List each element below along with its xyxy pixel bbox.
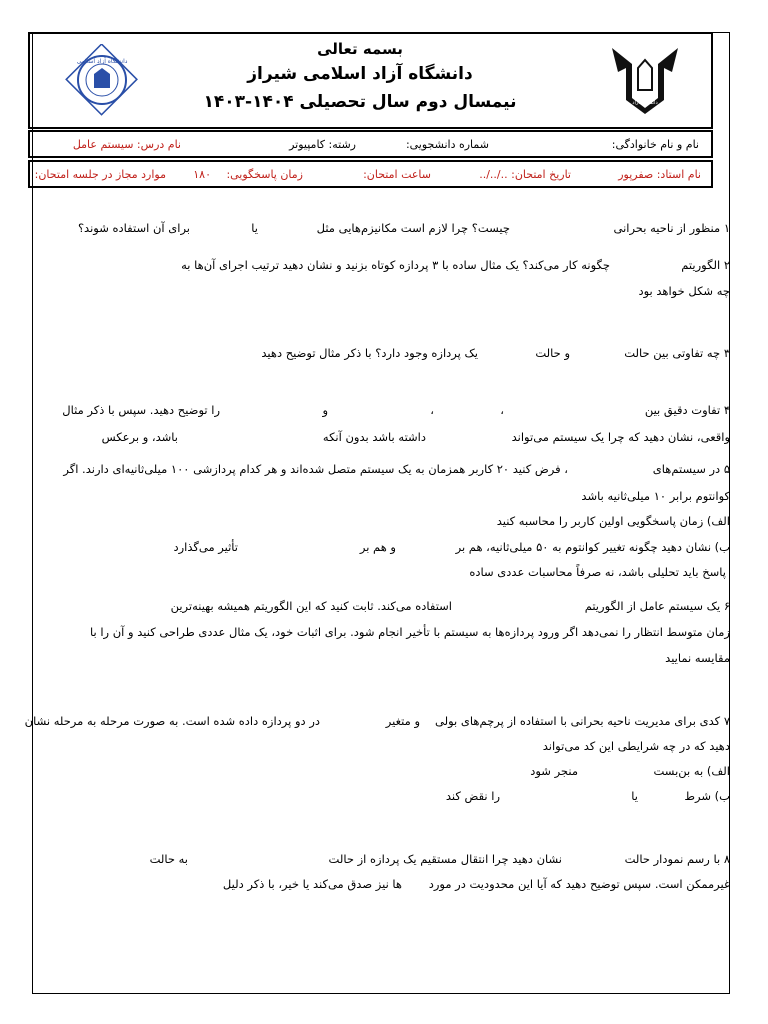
q7-line4-part2: یا bbox=[631, 789, 638, 803]
q7-line2: دهید که در چه شرایطی این کد می‌تواند bbox=[542, 739, 730, 753]
q4-part2: ، bbox=[500, 403, 504, 417]
info-row-2 bbox=[28, 160, 713, 188]
q7-line4-part3: را نقض کند bbox=[445, 789, 500, 803]
allowed-items-label: موارد مجاز در جلسه امتحان: bbox=[34, 168, 166, 181]
q2-line2: چه شکل خواهد بود bbox=[638, 284, 730, 298]
q4-part3: ، bbox=[430, 403, 434, 417]
exam-time-label: ساعت امتحان: bbox=[363, 168, 431, 181]
q6-part2: استفاده می‌کند. ثابت کنید که این الگوریتم همیشه بهینه‌ترین bbox=[170, 599, 452, 613]
student-number-label: شماره دانشجویی: bbox=[405, 138, 489, 151]
q5-line2: کوانتوم برابر ۱۰ میلی‌ثانیه باشد bbox=[581, 489, 730, 503]
course-name-label: نام درس: سیستم عامل bbox=[72, 138, 181, 151]
q3-part2: و حالت bbox=[535, 346, 570, 360]
q5-part1: ۵ در سیستم‌های bbox=[652, 462, 730, 476]
q7-line3-part2: منجر شود bbox=[530, 764, 578, 778]
q7-part3: در دو پردازه داده شده است. به صورت مرحله به مرحله نشان bbox=[24, 714, 320, 728]
svg-text:دانشگاه آزاد: دانشگاه آزاد bbox=[632, 100, 658, 106]
q4-line2-part3: باشد، و برعکس bbox=[101, 430, 178, 444]
q1-part4: برای آن استفاده شوند؟ bbox=[77, 221, 190, 235]
q2-part1: ۲ الگوریتم bbox=[681, 258, 730, 272]
q5-line3: الف) زمان پاسخگویی اولین کاربر را محاسبه کنید bbox=[496, 514, 730, 528]
university-name: دانشگاه آزاد اسلامی شیراز bbox=[247, 64, 473, 84]
q5-line4-part2: و هم بر bbox=[359, 540, 396, 554]
q4-line2-part1: واقعی، نشان دهید که چرا یک سیستم می‌تواند bbox=[511, 430, 730, 444]
q8-part2: نشان دهید چرا انتقال مستقیم یک پردازه از حالت bbox=[328, 852, 562, 866]
q7-line3-part1: الف) به بن‌بست bbox=[653, 764, 730, 778]
q5-line4-part3: تأثیر می‌گذارد bbox=[173, 540, 238, 554]
q5-line5: پاسخ باید تحلیلی باشد، نه صرفاً محاسبات عددی ساده bbox=[469, 565, 726, 579]
q8-line2-part1: غیرممکن است. سپس توضیح دهید که آیا این محدودیت در مورد bbox=[428, 877, 730, 891]
major-label: رشته: کامپیوتر bbox=[289, 138, 356, 151]
q4-part4: و bbox=[322, 403, 328, 417]
q2-part2: چگونه کار می‌کند؟ یک مثال ساده با ۳ پردازه کوتاه بزنید و نشان دهید ترتیب اجرای آن‌ها به bbox=[181, 258, 610, 272]
semester-title: نیمسال دوم سال تحصیلی ۱۴۰۴-۱۴۰۳ bbox=[203, 92, 517, 112]
q6-line3: مقایسه نمایید bbox=[665, 651, 730, 665]
q1-part1: ۱ منظور از ناحیه بحرانی bbox=[613, 221, 730, 235]
q4-part5: را توضیح دهید. سپس با ذکر مثال bbox=[62, 403, 220, 417]
student-name-label: نام و نام خانوادگی: bbox=[611, 138, 699, 151]
q5-line4-part1: ب) نشان دهید چگونه تغییر کوانتوم به ۵۰ میلی‌ثانیه، هم بر bbox=[455, 540, 730, 554]
q3-part3: یک پردازه وجود دارد؟ با ذکر مثال توضیح دهید bbox=[261, 346, 478, 360]
university-seal-logo bbox=[56, 44, 148, 116]
q1-part2: چیست؟ چرا لازم است مکانیزم‌هایی مثل bbox=[316, 221, 510, 235]
exam-date-label: تاریخ امتحان: ../../.. bbox=[479, 168, 571, 181]
q6-part1: ۶ یک سیستم عامل از الگوریتم bbox=[584, 599, 730, 613]
info-row-1 bbox=[28, 130, 713, 158]
q3-part1: ۳ چه تفاوتی بین حالت bbox=[624, 346, 730, 360]
q1-part3: یا bbox=[251, 221, 258, 235]
q7-part1: ۷ کدی برای مدیریت ناحیه بحرانی با استفاده از پرچم‌های بولی bbox=[435, 714, 730, 728]
q7-line4-part1: ب) شرط bbox=[684, 789, 730, 803]
svg-text:دانشگاه آزاد اسلامی: دانشگاه آزاد اسلامی bbox=[76, 58, 128, 65]
answer-time-value: ۱۸۰ bbox=[193, 168, 211, 181]
q7-part2: و متغیر bbox=[385, 714, 420, 728]
q8-part3: به حالت bbox=[149, 852, 188, 866]
header-bismillah: بسمه تعالی bbox=[317, 40, 403, 58]
q8-part1: ۸ با رسم نمودار حالت bbox=[624, 852, 730, 866]
teacher-label: نام استاد: صفرپور bbox=[618, 168, 701, 181]
q4-line2-part2: داشته باشد بدون آنکه bbox=[322, 430, 426, 444]
university-logo bbox=[602, 38, 688, 118]
q6-line2: زمان متوسط انتظار را نمی‌دهد اگر ورود پردازه‌ها به سیستم با تأخیر انجام شود. برای اثبات خود، یک مثال عددی طراحی کنید و آن را با bbox=[89, 625, 730, 639]
q4-part1: ۴ تفاوت دقیق بین bbox=[644, 403, 730, 417]
q5-part2: ، فرض کنید ۲۰ کاربر همزمان به یک سیستم متصل شده‌اند و هر کدام پردازشی ۱۰۰ میلی‌ثانیه‌ای دارند. اگر bbox=[63, 462, 568, 476]
q8-line2-part2: ها نیز صدق می‌کند یا خیر، با ذکر دلیل bbox=[222, 877, 402, 891]
answer-time-label: زمان پاسخگویی: bbox=[226, 168, 303, 181]
